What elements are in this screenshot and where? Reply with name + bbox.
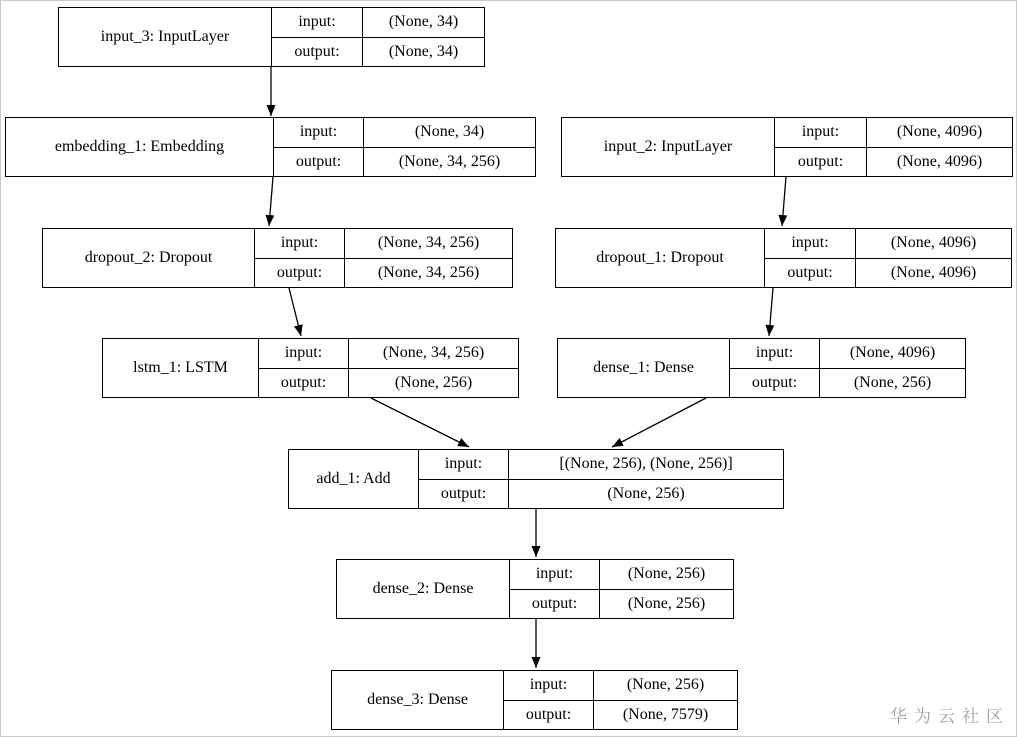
output-field-label: output: (765, 259, 856, 288)
output-field-label: output: (504, 701, 594, 730)
output-shape-value: (None, 34, 256) (377, 263, 480, 281)
output-field-label: output: (272, 38, 363, 67)
input-field-label: input: (730, 339, 820, 368)
input-field-label: input: (255, 229, 345, 258)
output-shape-value: (None, 34) (388, 42, 459, 60)
node-embedding_1 (5, 117, 536, 177)
output-field-label: output: (730, 369, 820, 398)
edge-lstm_1-add_1 (371, 398, 469, 447)
output-shape-value: (None, 4096) (896, 152, 983, 170)
input-shape-value: (None, 34) (414, 123, 485, 141)
input-field-label: input: (419, 450, 509, 479)
output-shape-value: (None, 256) (394, 373, 473, 391)
node-lstm_1 (102, 338, 519, 398)
node-dropout_1 (555, 228, 1012, 288)
output-field-label: output: (274, 148, 364, 177)
input-shape-value: (None, 4096) (890, 234, 977, 252)
edge-dropout_2-lstm_1 (289, 288, 301, 336)
input-shape-value: (None, 4096) (896, 123, 983, 141)
node-dense_2 (336, 559, 734, 619)
input-field-label: input: (272, 8, 363, 37)
edge-dense_1-add_1 (612, 398, 706, 447)
input-shape-value: (None, 34, 256) (377, 234, 480, 252)
node-dense_1 (557, 338, 966, 398)
output-shape-value: (None, 256) (607, 484, 685, 502)
layer-name-label: dense_1: Dense (558, 339, 730, 397)
output-shape-value: (None, 4096) (890, 263, 977, 281)
input-shape-value: (None, 256) (626, 676, 705, 694)
node-dropout_2 (42, 228, 513, 288)
input-shape-value: (None, 34, 256) (382, 344, 485, 362)
input-shape-value: [(None, 256), (None, 256)] (559, 455, 733, 473)
output-shape-value: (None, 34, 256) (398, 152, 501, 170)
output-shape-value: (None, 256) (627, 594, 706, 612)
input-field-label: input: (504, 671, 594, 700)
layer-name-label: dense_2: Dense (337, 560, 510, 618)
output-field-label: output: (255, 259, 345, 288)
layer-name-label: dropout_2: Dropout (43, 229, 255, 287)
layer-name-label: embedding_1: Embedding (6, 118, 274, 176)
node-input_3 (58, 7, 485, 67)
output-field-label: output: (419, 480, 509, 509)
input-field-label: input: (510, 560, 600, 589)
edge-dropout_1-dense_1 (769, 288, 773, 336)
watermark-text: 华为云社区 (890, 707, 1010, 726)
edge-embedding_1-dropout_2 (269, 177, 273, 226)
node-input_2 (561, 117, 1013, 177)
edge-input_2-dropout_1 (782, 177, 786, 226)
layer-name-label: lstm_1: LSTM (103, 339, 259, 397)
layer-name-label: input_3: InputLayer (59, 8, 272, 66)
input-field-label: input: (775, 118, 867, 147)
output-field-label: output: (259, 369, 349, 398)
node-add_1 (288, 449, 784, 509)
input-field-label: input: (274, 118, 364, 147)
input-field-label: input: (765, 229, 856, 258)
input-shape-value: (None, 34) (388, 13, 459, 31)
output-shape-value: (None, 7579) (622, 705, 709, 723)
layer-name-label: input_2: InputLayer (562, 118, 775, 176)
input-shape-value: (None, 256) (627, 565, 706, 583)
output-field-label: output: (775, 148, 867, 177)
input-shape-value: (None, 4096) (849, 344, 936, 362)
input-field-label: input: (259, 339, 349, 368)
layer-name-label: dropout_1: Dropout (556, 229, 765, 287)
output-shape-value: (None, 256) (853, 373, 932, 391)
layer-name-label: add_1: Add (289, 450, 419, 508)
node-dense_3 (331, 670, 738, 730)
output-field-label: output: (510, 590, 600, 619)
layer-name-label: dense_3: Dense (332, 671, 504, 729)
